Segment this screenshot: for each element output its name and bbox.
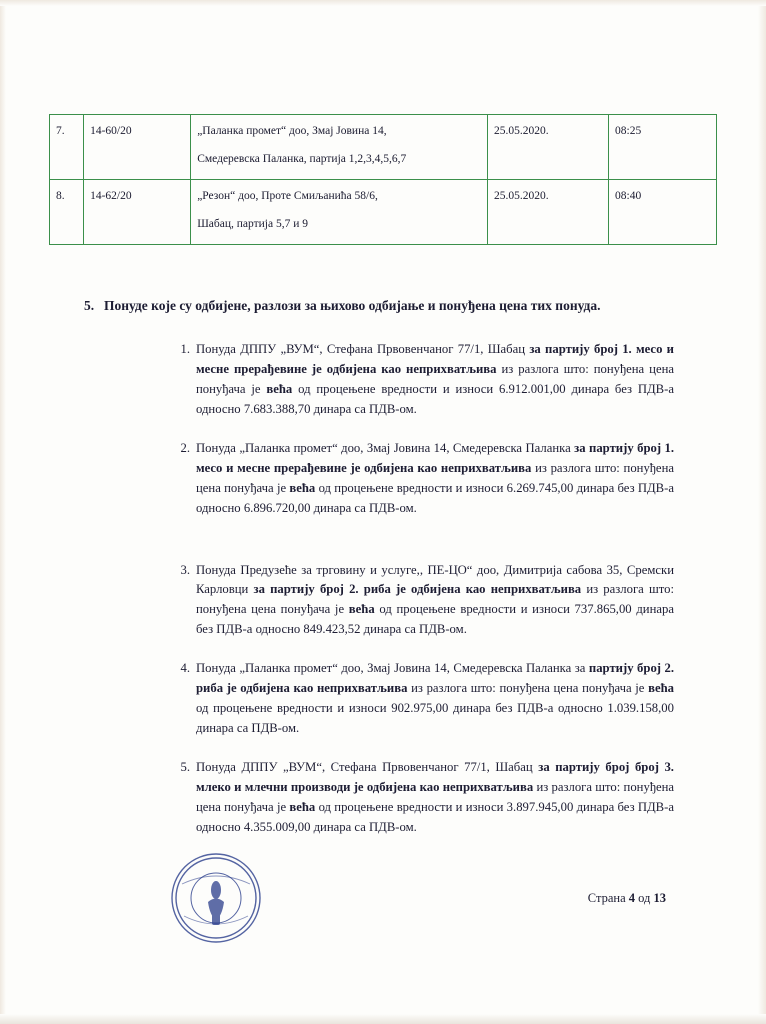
row-reference-cell: 14-60/20: [84, 115, 191, 180]
list-item-marker: 4.: [180, 661, 190, 676]
section-heading: [84, 296, 724, 316]
row-time-cell: 08:25: [609, 115, 717, 180]
list-item: [170, 561, 674, 641]
row-date-cell: 25.05.2020.: [487, 115, 608, 180]
bidder-line-1: „Резон“ доо, Проте Смиљанића 58/6,: [197, 190, 378, 202]
section-title: Понуде које су одбијене, разлози за њихово одбијање и понуђена цена тих понуда.: [104, 298, 601, 313]
section-number: 5.: [84, 298, 95, 313]
list-item-marker: 5.: [180, 760, 190, 774]
row-reference-cell: 14-62/20: [84, 180, 191, 245]
list-item-marker: 1.: [180, 342, 190, 356]
row-bidder-cell: [191, 115, 488, 180]
scan-edge-right: [758, 0, 766, 1024]
list-item-marker: 3.: [180, 562, 190, 577]
bidder-line-2: Смедеревска Паланка, партија 1,2,3,4,5,6,7: [197, 152, 407, 165]
bids-table-body: [50, 115, 717, 245]
page-number: 4: [628, 891, 635, 905]
stamp-icon: [168, 850, 264, 946]
bidder-line-2: Шабац, партија 5,7 и 9: [197, 217, 309, 230]
row-time-cell: 08:40: [609, 180, 717, 245]
list-item-text: Понуда „Паланка промет“ доо, Змај Јовина 14, Смедеревска Паланка за партију број 2. риба је одбијена као неприхватљива из разлога што: понуђена цена понуђача је већа од процењене вредности и износи 902.975,00 динара без ПДВ-а односно 1.039.158,00 динара са ПДВ-ом.: [196, 661, 675, 736]
table-row: [50, 180, 717, 245]
list-item-text: Понуда „Паланка промет“ доо, Змај Јовина 14, Смедеревска Паланка за партију број 1. месо и месне прерађевине је одбијена као неприхватљива из разлога што: понуђена цена понуђача је већа од процењене вредности и износи 6.269.745,00 динара без ПДВ-а односно 6.896.720,00 динара са ПДВ-ом.: [196, 440, 674, 515]
row-number-cell: 7.: [50, 115, 84, 180]
page-label: Страна: [587, 891, 626, 905]
of-label: од: [638, 891, 651, 905]
row-date-cell: 25.05.2020.: [487, 180, 608, 245]
list-item-text: Понуда Предузеће за трговину и услуге,, ПЕ-ЦО“ доо, Димитрија сабова 35, Сремски Карловци за партију број 2. риба је одбијена као неприхватљива из разлога што: понуђена цена понуђача је већа од процењене вредности и износи 737.865,00 динара без ПДВ-а односно 849.423,52 динара са ПДВ-ом.: [196, 562, 674, 637]
scan-edge-bottom: [0, 1014, 766, 1024]
list-item-text: Понуда ДППУ „ВУМ“, Стефана Првовенчаног 77/1, Шабац за партију број број 3. млеко и млечни производи је одбијена као неприхватљива из разлога што: понуђена цена понуђача је већа од процењене вредности и износи 3.897.945,00 динара без ПДВ-а односно 4.355.009,00 динара са ПДВ-ом.: [196, 760, 674, 834]
bids-table-container: [49, 114, 717, 245]
table-row: [50, 115, 717, 180]
scan-edge-left: [0, 0, 6, 1024]
rejected-bids-list: [170, 340, 674, 857]
list-item-marker: 2.: [180, 440, 190, 455]
page-total: 13: [653, 891, 666, 905]
list-item: [170, 439, 674, 519]
official-stamp: [168, 850, 264, 946]
page-footer: [588, 891, 666, 906]
list-item-text: Понуда ДППУ „ВУМ“, Стефана Првовенчаног 77/1, Шабац за партију број 1. месо и месне прерађевине је одбијена као неприхватљива из разлога што: понуђена цена понуђача је већа од процењене вредности и износи 6.912.001,00 динара без ПДВ-а односно 7.683.388,70 динара са ПДВ-ом.: [196, 342, 674, 416]
row-bidder-cell: [191, 180, 488, 245]
list-item: [170, 758, 674, 838]
list-item: [170, 340, 674, 420]
list-item: [170, 659, 674, 739]
bidder-line-1: „Паланка промет“ доо, Змај Јовина 14,: [197, 125, 387, 137]
scan-edge-top: [0, 0, 766, 6]
row-number-cell: 8.: [50, 180, 84, 245]
bids-table: [49, 114, 717, 245]
